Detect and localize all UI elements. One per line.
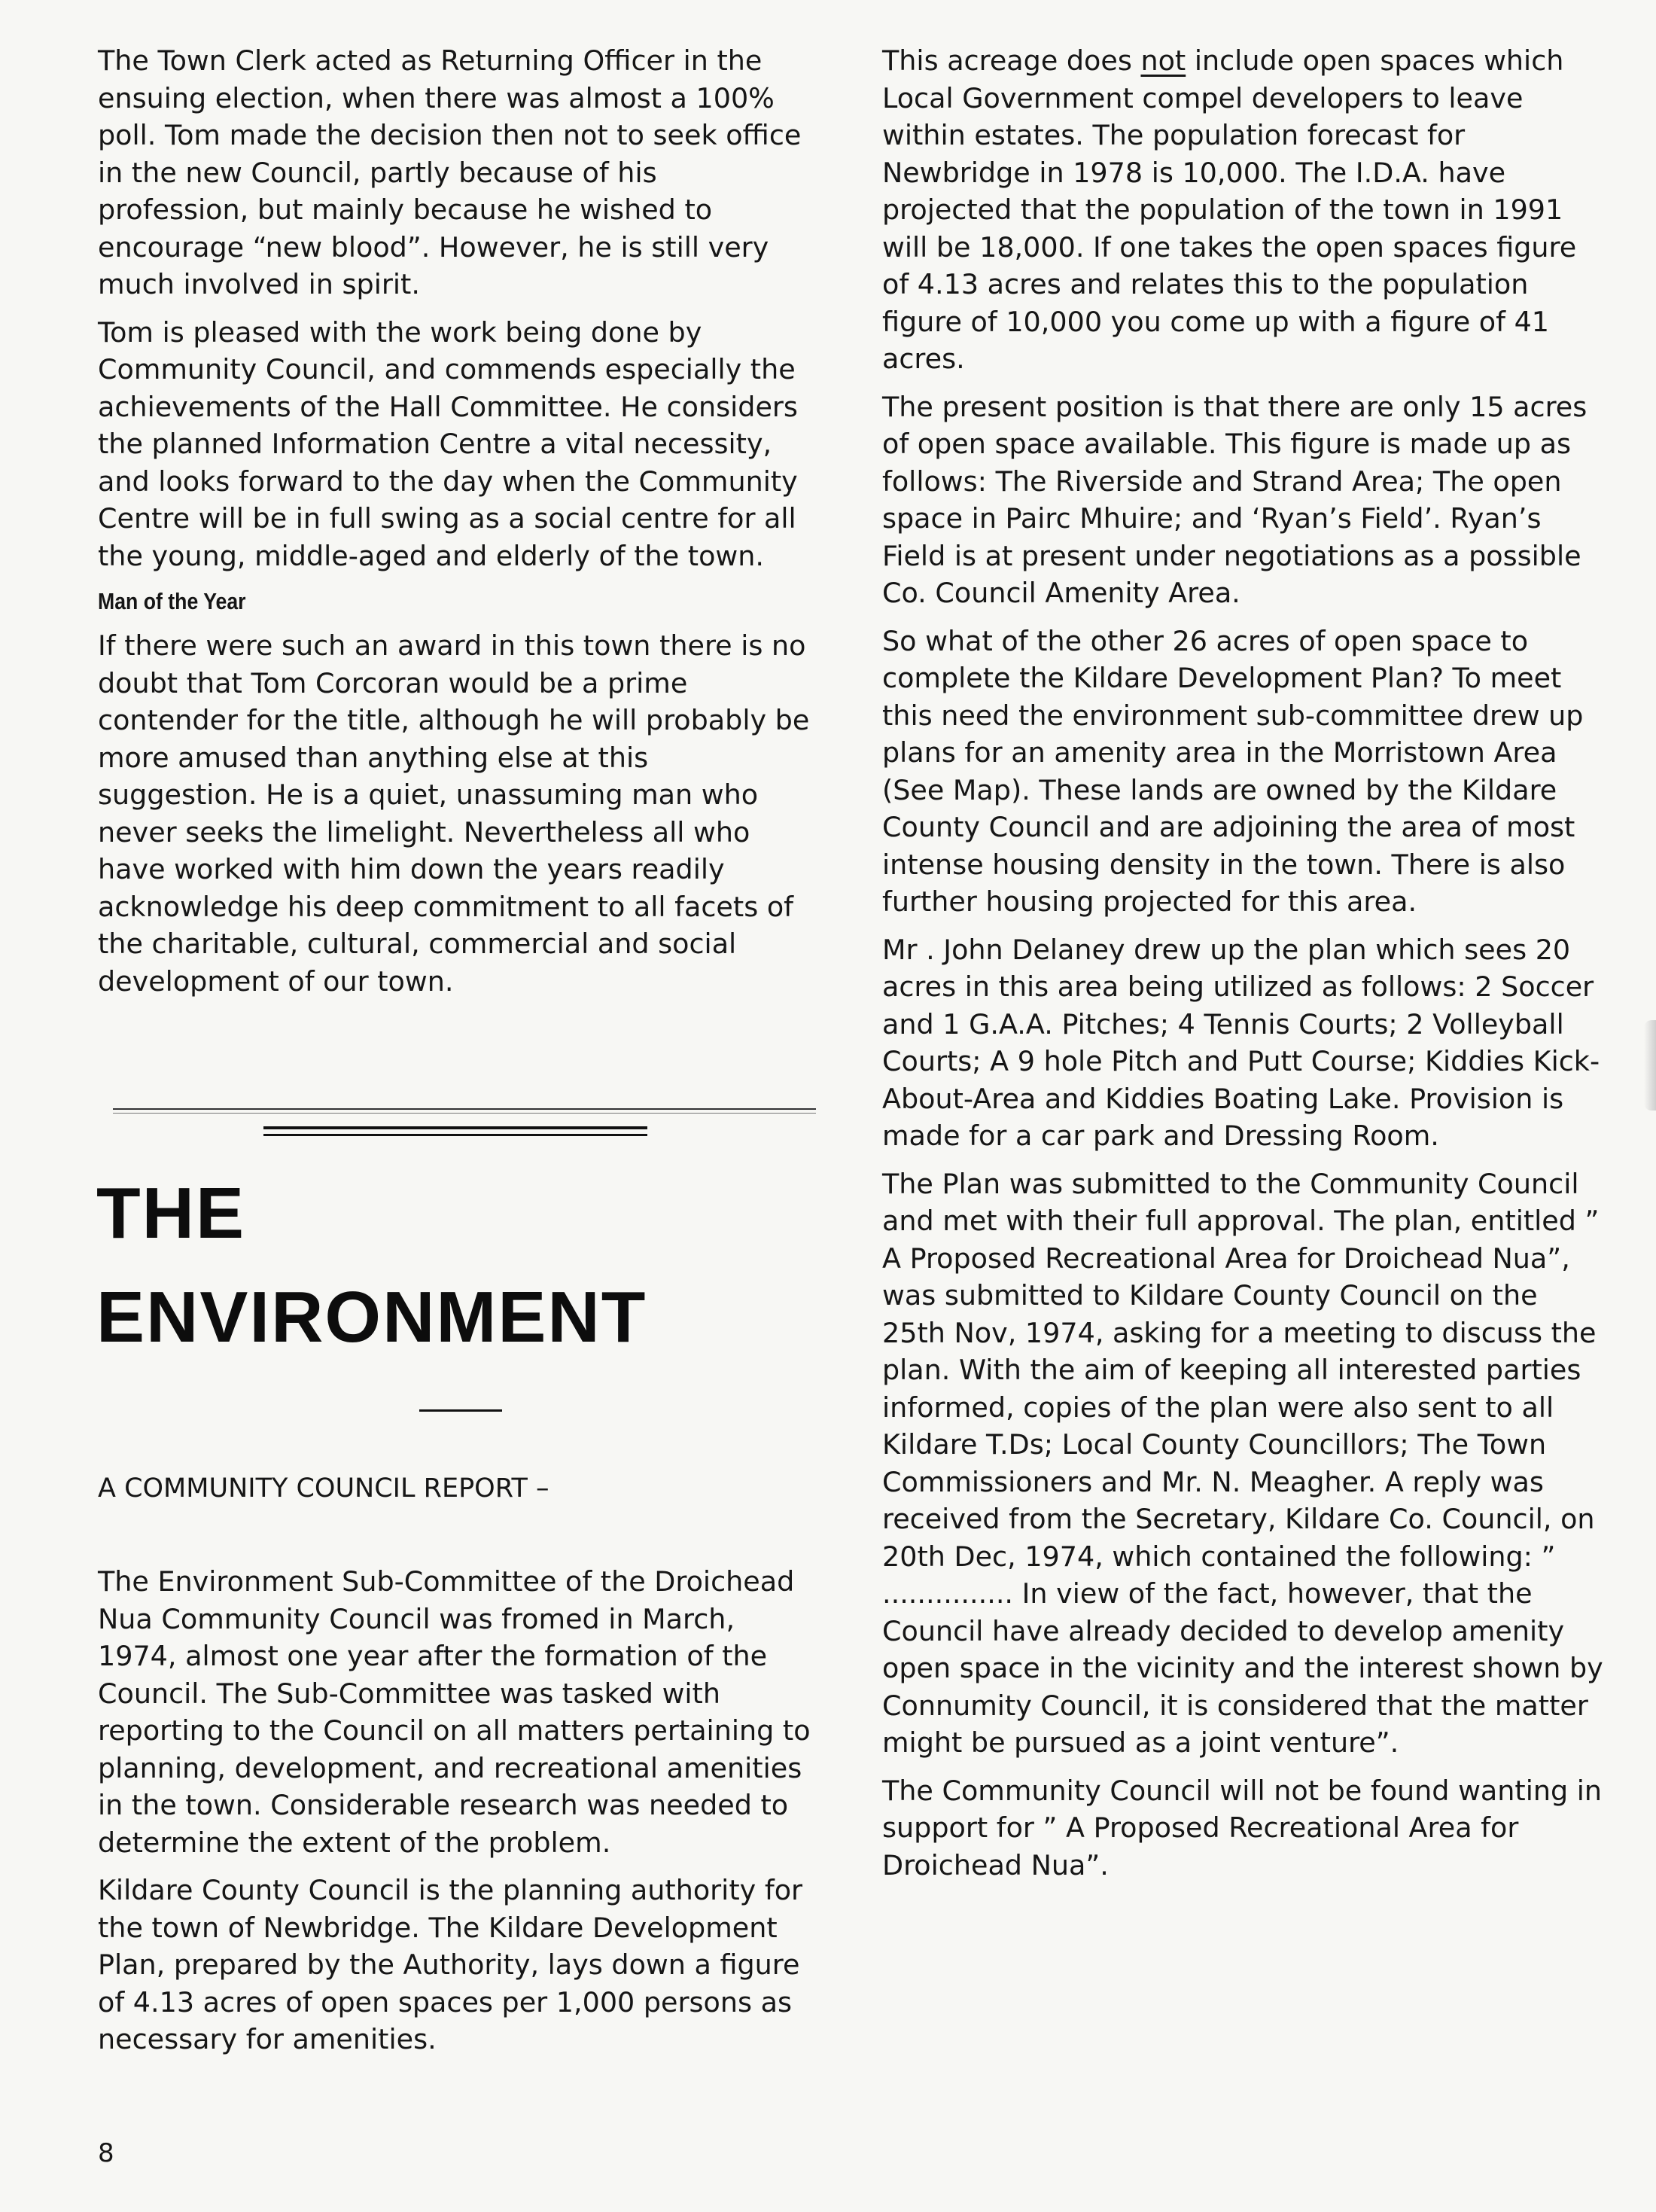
right-column <box>882 42 1605 1894</box>
page-number: 8 <box>98 2138 114 2168</box>
paragraph-delaney-plan: Mr . John Delaney drew up the plan which sees 20 acres in this area being utilized as follows: 2 Soccer and 1 G.A.A. Pitches; 4 Tennis Courts; 2 Volleyball Courts; A 9 hole Pitch and Putt Course; Kiddies Kick-About-Area and Kiddies Boating Lake. Provision is made for a car park and Dressing Room. <box>882 933 1600 1152</box>
environment-title-line2: ENVIRONMENT <box>96 1277 647 1357</box>
divider-accent-line-lower <box>263 1134 647 1136</box>
paragraph-plan-submitted: The Plan was submitted to the Community Council and met with their full approval. The plan, entitled ” A Proposed Recreational Area for Droichead Nua”, was submitted to Kildare County Council on the 25th Nov, 1974, asking for a meeting to discuss the plan. With the aim of keeping all interested parties informed, copies of the plan were also sent to all Kildare T.Ds; Local County Councillors; The Town Commissioners and Mr. N. Meagher. A reply was received from the Secretary, Kildare Co. Council, on 20th Dec, 1974, which contained the following: ” ............... In view of the fact, however, that the Council have already decided to develop amenity open space in the vicinity and the interest shown by Connumity Council, it is considered that the matter might be pursued as a joint venture”. <box>882 1167 1603 1759</box>
divider-line <box>113 1108 816 1110</box>
title-underline <box>419 1409 502 1412</box>
paragraph-sub-committee: The Environment Sub-Committee of the Droichead Nua Community Council was fromed in March, 1974, almost one year after the formation of the Council. The Sub-Committee was tasked with reporting to the Council on all matters pertaining to planning, development, and recreational amenities in the town. Considerable research was needed to determine the extent of the problem. <box>98 1565 811 1859</box>
underlined-not: not <box>1140 44 1186 77</box>
section-divider <box>113 1108 816 1138</box>
paragraph-kildare-authority: Kildare County Council is the planning authority for the town of Newbridge. The Kildare Development Plan, prepared by the Authority, lays down a figure of 4.13 acres of open spaces per 1,000 persons as necessary for amenities. <box>98 1874 803 2055</box>
acreage-text-rest: include open spaces which Local Government compel developers to leave within estates. The population forecast for Newbridge in 1978 is 10,000. The I.D.A. have projected that the population of the town in 1991 will be 18,000. If one takes the open spaces figure of 4.13 acres and relates this to the population figure of 10,000 you come up with a figure of 41 acres. <box>882 44 1577 375</box>
acreage-text-start: This acreage does <box>882 44 1141 77</box>
paragraph-acreage <box>882 42 1605 378</box>
paragraph-returning-officer: The Town Clerk acted as Returning Officer in the ensuing election, when there was almost a 100% poll. Tom made the decision then not to seek office in the new Council, partly because of his profession, but mainly because he wished to encourage “new blood”. However, he is still very much involved in spirit. <box>98 44 802 300</box>
paragraph-present-position: The present position is that there are only 15 acres of open space available. This figure is made up as follows: The Riverside and Strand Area; The open space in Pairc Mhuire; and ‘Ryan’s Field’. Ryan’s Field is at present under negotiations as a possible Co. Council Amenity Area. <box>882 390 1588 609</box>
paragraph-tom-pleased: Tom is pleased with the work being done by Community Council, and commends especially the achievements of the Hall Committee. He considers the planned Information Centre a vital necessity, and looks forward to the day when the Community Centre will be in full swing as a social centre for all the young, middle-aged and elderly of the town. <box>98 315 798 572</box>
paragraph-man-of-the-year: If there were such an award in this town there is no doubt that Tom Corcoran would be a prime contender for the title, although he will probably be more amused than anything else at this suggestion. He is a quiet, unassuming man who never seeks the limelight. Nevertheless all who have worked with him down the years readily acknowledge his deep commitment to all facets of the charitable, cultural, commercial and social development of our town. <box>98 629 810 998</box>
report-subtitle: A COMMUNITY COUNCIL REPORT – <box>98 1473 549 1504</box>
left-column <box>98 42 813 1010</box>
man-of-the-year-heading: Man of the Year <box>98 588 246 614</box>
environment-title-line1: THE <box>96 1173 245 1254</box>
paragraph-support: The Community Council will not be found wanting in support for ” A Proposed Recreational Area for Droichead Nua”. <box>882 1774 1603 1881</box>
page-edge-shadow <box>1644 1020 1656 1111</box>
divider-accent-line <box>263 1126 647 1129</box>
divider-line-thin <box>113 1113 816 1114</box>
paragraph-other-acres: So what of the other 26 acres of open space to complete the Kildare Development Plan? To meet this need the environment sub-committee drew up plans for an amenity area in the Morristown Area (See Map). These lands are owned by the Kildare County Council and are adjoining the area of most intense housing density in the town. There is also further housing projected for this area. <box>882 624 1584 918</box>
environment-body <box>98 1563 820 2069</box>
